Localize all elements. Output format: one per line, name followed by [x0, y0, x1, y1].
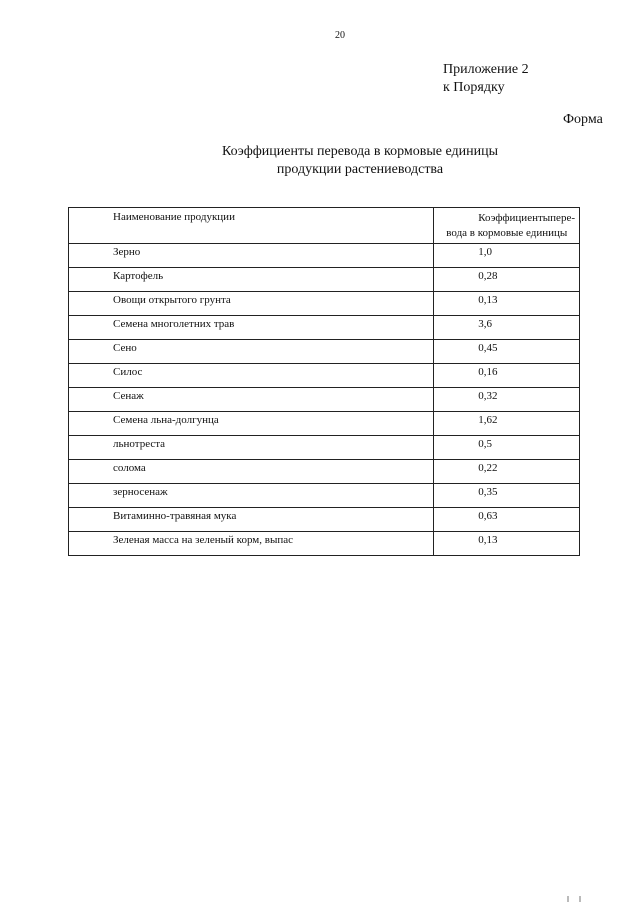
- table-row: [69, 436, 580, 460]
- product-name-cell: Картофель: [69, 268, 434, 292]
- product-name-cell: Силос: [69, 364, 434, 388]
- title-line-1: Коэффициенты перевода в кормовые единицы: [222, 144, 498, 159]
- product-name-cell: Семена льна-долгунца: [69, 412, 434, 436]
- coefficient-cell: 0,22: [434, 460, 580, 484]
- coefficient-cell: 1,0: [434, 244, 580, 268]
- product-name-cell: Зерно: [69, 244, 434, 268]
- scan-corner-marks: [566, 895, 590, 905]
- table-row: [69, 292, 580, 316]
- coefficients-table: [68, 207, 580, 556]
- page-number: 20: [335, 30, 345, 41]
- header-coefficient-line2: вода в кормовые единицы: [446, 227, 568, 239]
- product-name-cell: Овощи открытого грунта: [69, 292, 434, 316]
- table-row: [69, 364, 580, 388]
- coefficient-cell: 0,5: [434, 436, 580, 460]
- coefficient-cell: 0,32: [434, 388, 580, 412]
- product-name-cell: Сено: [69, 340, 434, 364]
- appendix-line-2: к Порядку: [443, 80, 505, 95]
- coefficient-cell: 0,63: [434, 508, 580, 532]
- product-name-cell: солома: [69, 460, 434, 484]
- table-row: [69, 508, 580, 532]
- table-row: [69, 484, 580, 508]
- coefficient-cell: 0,45: [434, 340, 580, 364]
- scan-mark-icon: [566, 895, 590, 903]
- table-row: [69, 244, 580, 268]
- product-name-cell: Сенаж: [69, 388, 434, 412]
- product-name-cell: зерносенаж: [69, 484, 434, 508]
- coefficient-cell: 0,28: [434, 268, 580, 292]
- table-row: [69, 532, 580, 556]
- table-row: [69, 460, 580, 484]
- product-name-cell: Витаминно-травяная мука: [69, 508, 434, 532]
- table-row: [69, 388, 580, 412]
- table-row: [69, 412, 580, 436]
- table-body: [69, 244, 580, 556]
- product-name-cell: Зеленая масса на зеленый корм, выпас: [69, 532, 434, 556]
- table-header-row: [69, 208, 580, 244]
- title-line-2: продукции растениеводства: [276, 162, 444, 177]
- coefficient-cell: 3,6: [434, 316, 580, 340]
- document-title: [150, 143, 570, 179]
- header-product-name: Наименование продукции: [69, 208, 434, 244]
- coefficient-cell: 0,13: [434, 532, 580, 556]
- form-label: Форма: [563, 112, 603, 127]
- header-coefficient-part1: Коэффициенты: [478, 212, 551, 224]
- appendix-reference: [443, 61, 529, 97]
- coefficient-cell: 1,62: [434, 412, 580, 436]
- header-coefficient: [434, 208, 580, 244]
- coefficient-cell: 0,16: [434, 364, 580, 388]
- table-row: [69, 316, 580, 340]
- appendix-line-1: Приложение 2: [443, 62, 529, 77]
- product-name-cell: льнотреста: [69, 436, 434, 460]
- header-coefficient-part2: пере-: [550, 212, 575, 224]
- coefficient-cell: 0,13: [434, 292, 580, 316]
- table-row: [69, 268, 580, 292]
- product-name-cell: Семена многолетних трав: [69, 316, 434, 340]
- table-row: [69, 340, 580, 364]
- coefficient-cell: 0,35: [434, 484, 580, 508]
